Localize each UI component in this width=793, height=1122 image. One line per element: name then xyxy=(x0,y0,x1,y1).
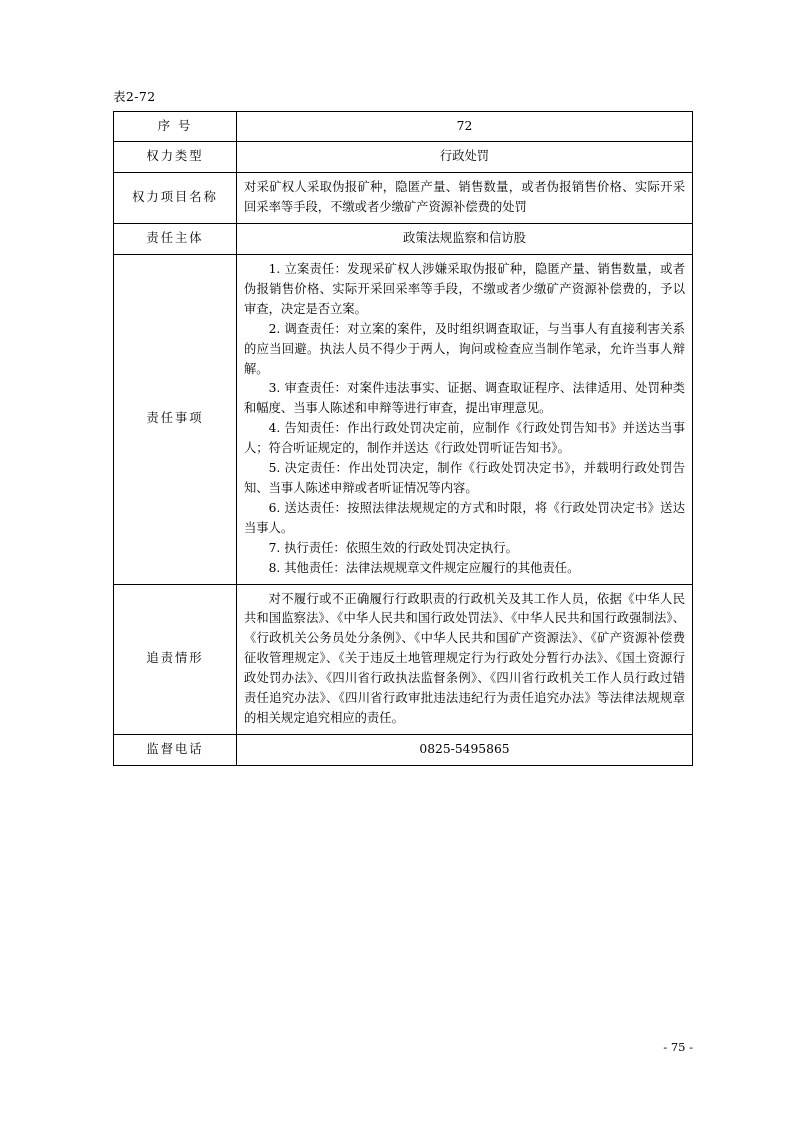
table-row xyxy=(114,255,693,585)
row-label: 监督电话 xyxy=(114,734,237,765)
page-number: - 75 - xyxy=(663,1040,693,1054)
responsibility-item: 1. 立案责任：发现采矿权人涉嫌采取伪报矿种，隐匿产量、销售数量，或者伪报销售价格、实际开采回采率等手段，不缴或者少缴矿产资源补偿费的，予以审查，决定是否立案。 xyxy=(244,262,685,316)
row-label: 责任事项 xyxy=(114,255,237,585)
row-label: 责任主体 xyxy=(114,224,237,255)
row-label: 序 号 xyxy=(114,111,237,142)
row-label: 权力类型 xyxy=(114,142,237,173)
accountability-text: 对不履行或不正确履行行政职责的行政机关及其工作人员，依据《中华人民共和国监察法》、《中华人民共和国行政处罚法》、《中华人民共和国行政强制法》、《行政机关公务员处分条例》、《中华人民共和国矿产资源法》、《矿产资源补偿费征收管理规定》、《关于违反土地管理规定行为行政处分暂行办法》、《国土资源行政处罚办法》、《四川省行政执法监督条例》、《四川省行政机关工作人员行政过错责任追究办法》、《四川省行政审批违法违纪行为责任追究办法》等法律法规规章的相关规定追究相应的责任。 xyxy=(244,591,685,725)
row-value: 政策法规监察和信访股 xyxy=(237,224,693,255)
table-row xyxy=(114,734,693,765)
power-item-table xyxy=(113,111,693,766)
row-value: 0825-5495865 xyxy=(237,734,693,765)
table-row xyxy=(114,142,693,173)
table-caption: 表2-72 xyxy=(113,89,156,104)
row-value: 72 xyxy=(237,111,693,142)
table-row xyxy=(114,224,693,255)
responsibility-item: 7. 执行责任：依照生效的行政处罚决定执行。 xyxy=(268,540,518,555)
row-value xyxy=(237,584,693,734)
responsibility-item: 5. 决定责任：作出处罚决定，制作《行政处罚决定书》，并载明行政处罚告知、当事人陈述申辩或者听证情况等内容。 xyxy=(244,461,685,495)
responsibility-item: 8. 其他责任：法律法规规章文件规定应履行的其他责任。 xyxy=(268,560,580,575)
table-row xyxy=(114,173,693,224)
row-label: 追责情形 xyxy=(114,584,237,734)
row-value xyxy=(237,255,693,585)
table-row xyxy=(114,584,693,734)
responsibility-item: 2. 调查责任：对立案的案件，及时组织调查取证，与当事人有直接利害关系的应当回避。执法人员不得少于两人，询问或检查应当制作笔录，允许当事人辩解。 xyxy=(244,321,685,376)
document-content xyxy=(113,88,693,766)
row-value: 行政处罚 xyxy=(237,142,693,173)
responsibility-item: 4. 告知责任：作出行政处罚决定前，应制作《行政处罚告知书》并送达当事人；符合听证规定的，制作并送达《行政处罚听证告知书》。 xyxy=(244,421,685,456)
responsibility-item: 6. 送达责任：按照法律法规规定的方式和时限，将《行政处罚决定书》送达当事人。 xyxy=(244,500,685,535)
table-row xyxy=(114,111,693,142)
row-value: 对采矿权人采取伪报矿种，隐匿产量、销售数量，或者伪报销售价格、实际开采回采率等手段，不缴或者少缴矿产资源补偿费的处罚 xyxy=(237,173,693,224)
row-label: 权力项目名称 xyxy=(114,173,237,224)
responsibility-item: 3. 审查责任：对案件违法事实、证据、调查取证程序、法律适用、处罚种类和幅度、当事人陈述和申辩等进行审查，提出审理意见。 xyxy=(244,381,685,416)
